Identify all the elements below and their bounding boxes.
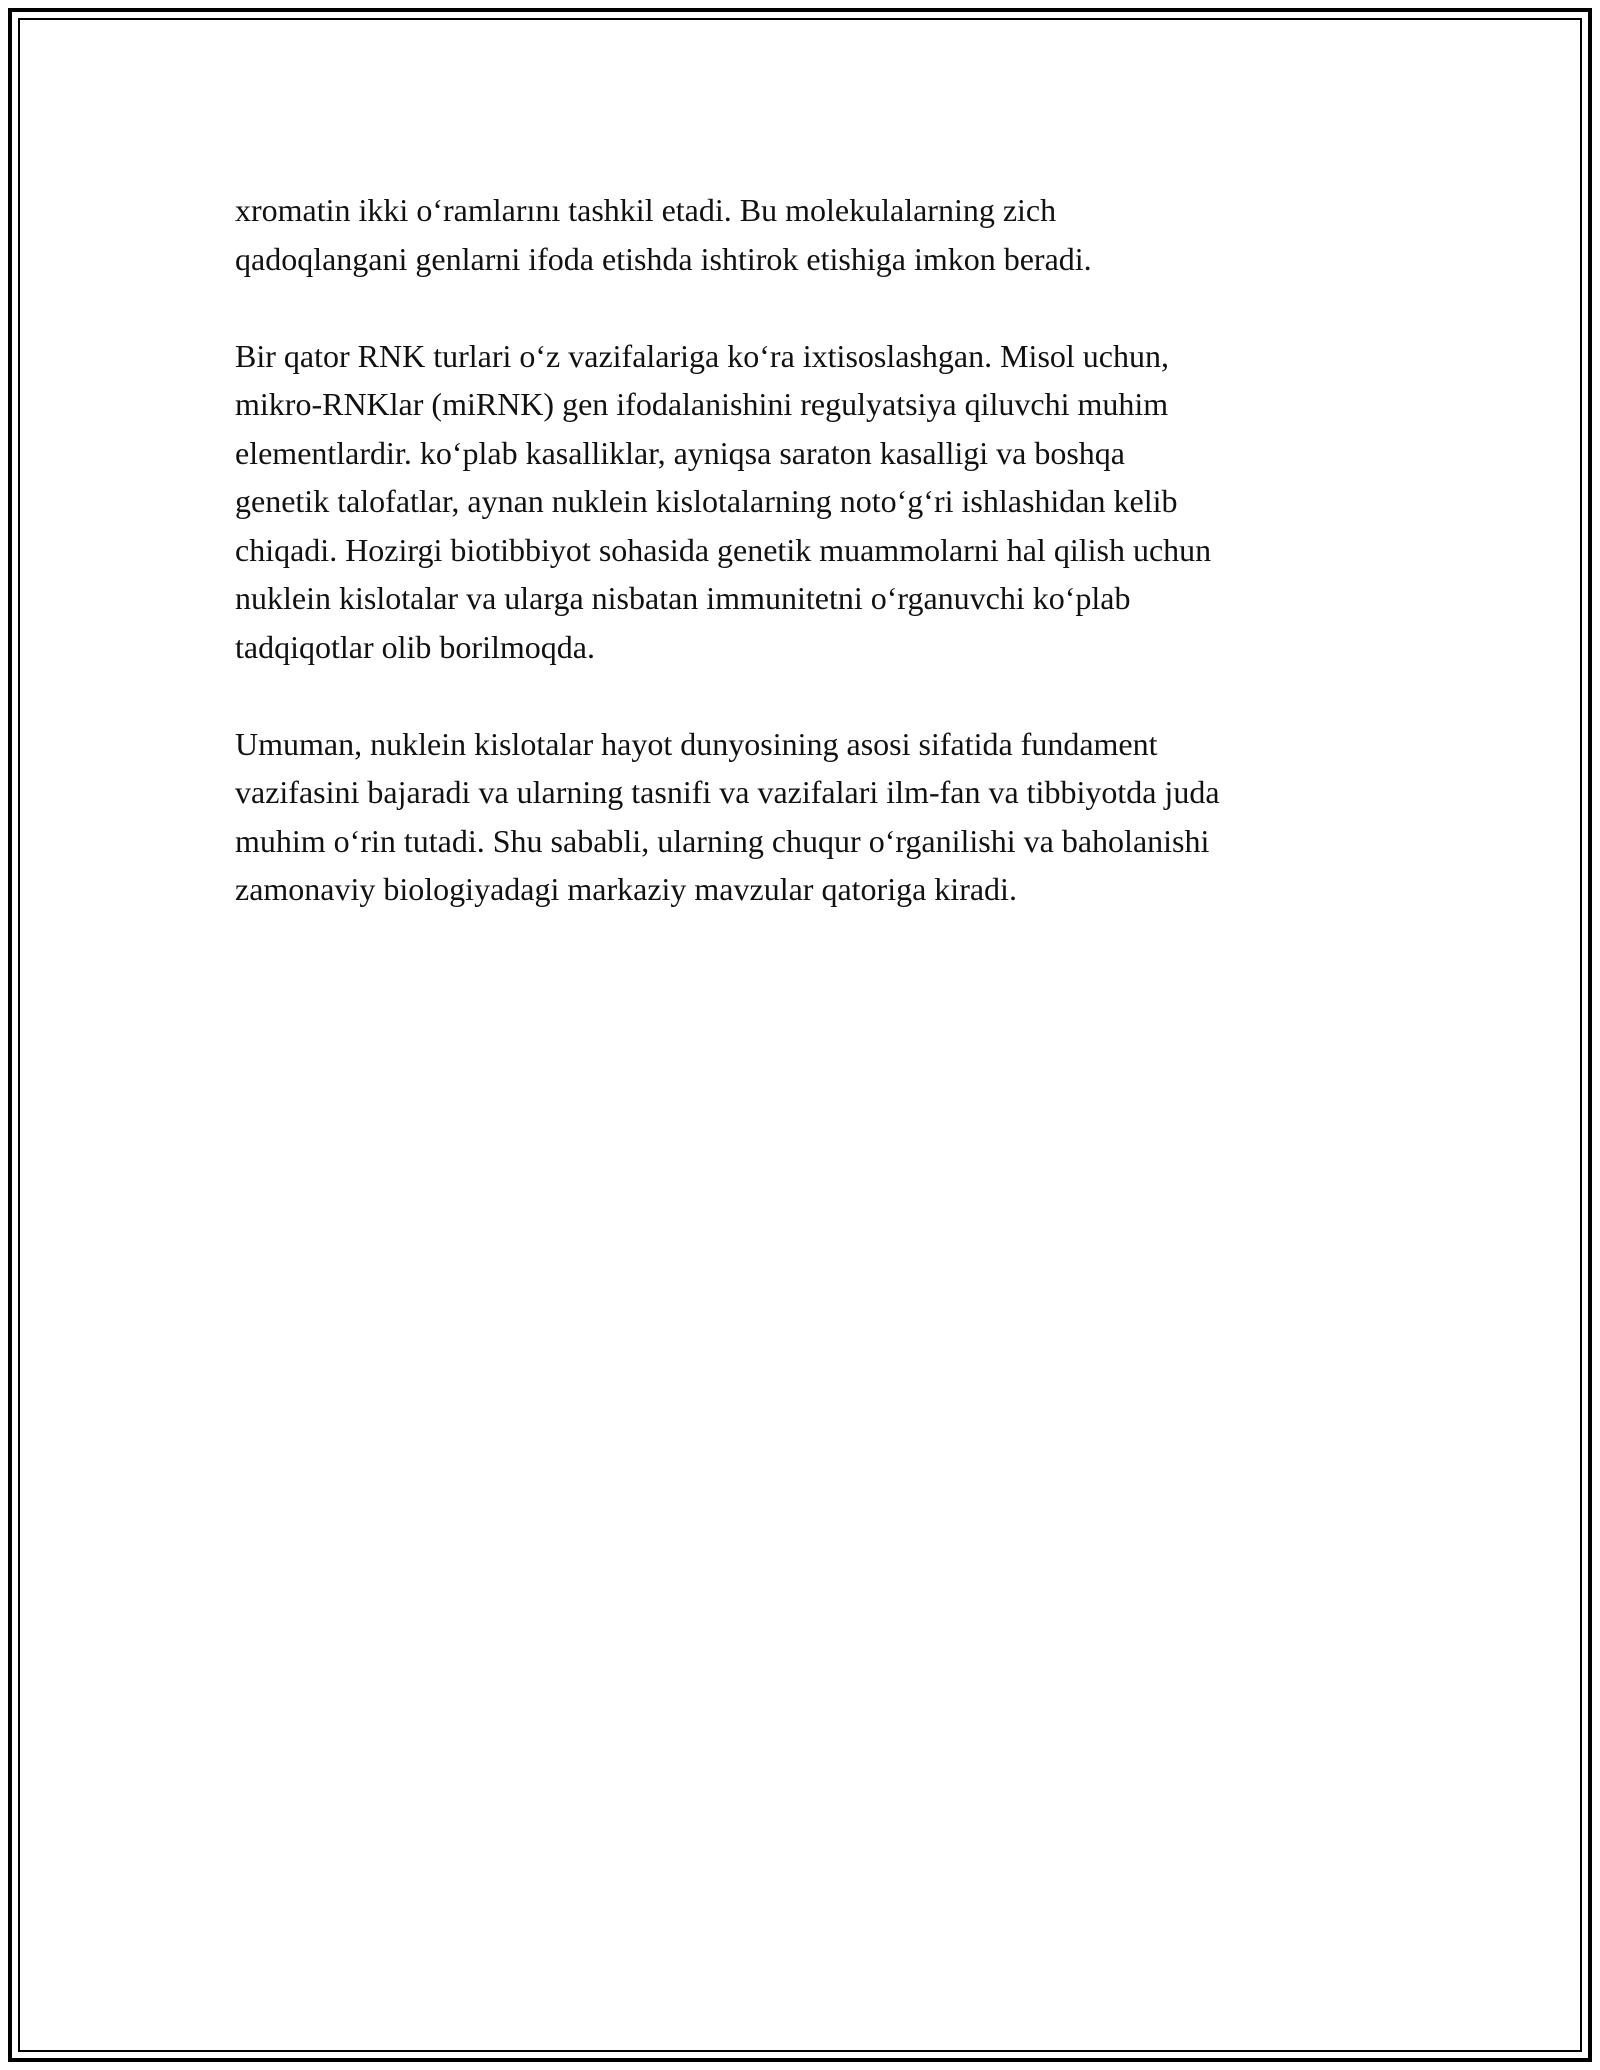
text-line: tadqiqotlar olib borilmoqda. [235, 628, 595, 665]
text-line: Bir qator RNK turlari oʻz vazifalariga koʻra ixtisoslashgan. Misol uchun, [235, 337, 1169, 374]
text-line: nuklein kislotalar va ularga nisbatan immunitetni oʻrganuvchi koʻplab [235, 580, 1131, 616]
text-line: genetik talofatlar, aynan nuklein kislotalarning notoʻgʻri ishlashidan kelib [235, 483, 1178, 519]
text-line: Umuman, nuklein kislotalar hayot dunyosining asosi sifatida fundament [235, 725, 1158, 762]
text-line: elementlardir. koʻplab kasalliklar, ayniqsa saraton kasalligi va boshqa [235, 434, 1125, 471]
text-line: zamonaviy biologiyadagi markaziy mavzular qatoriga kiradi. [235, 871, 1017, 907]
paragraph-chromatin [235, 186, 1385, 283]
text-line: chiqadi. Hozirgi biotibbiyot sohasida genetik muammolarni hal qilish uchun [235, 531, 1212, 568]
text-line: mikro-RNKlar (miRNK) gen ifodalanishini regulyatsiya qiluvchi muhim [235, 386, 1169, 422]
text-line: muhim oʻrin tutadi. Shu sababli, ularning chuqur oʻrganilishi va baholanishi [235, 822, 1210, 859]
text-line: qadoqlangani genlarni ifoda etishda ishtirok etishiga imkon beradi. [235, 240, 1092, 277]
paragraph-rna-types [235, 332, 1385, 672]
paragraph-conclusion [235, 720, 1385, 914]
document-body [235, 186, 1385, 962]
text-line: vazifasini bajaradi va ularning tasnifi va vazifalari ilm-fan va tibbiyotda juda [235, 774, 1220, 810]
text-line: xromatin ikki oʻramlarını tashkil etadi. Bu molekulalarning zich [235, 192, 1057, 228]
